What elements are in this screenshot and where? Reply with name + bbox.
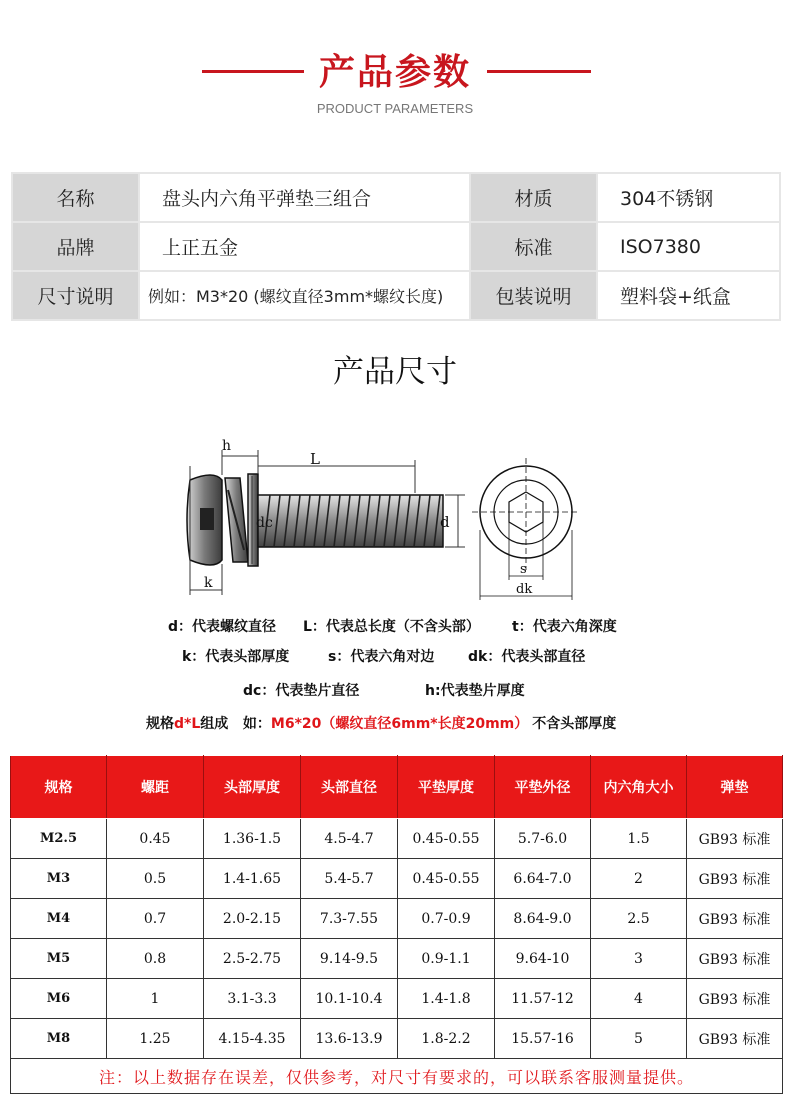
table-cell: M5 [11,939,107,979]
table-cell: 0.7-0.9 [398,899,495,939]
param-label: 标准 [470,222,597,271]
table-cell: 4.5-4.7 [301,819,398,859]
thread-shaft-icon [258,495,443,547]
table-cell: 0.45-0.55 [398,819,495,859]
param-value: 盘头内六角平弹垫三组合 [139,173,470,222]
label-k: k [204,575,213,591]
param-label: 品牌 [12,222,139,271]
table-cell: GB93 标准 [687,939,783,979]
param-label: 名称 [12,173,139,222]
table-row [11,899,783,939]
param-value: 上正五金 [139,222,470,271]
table-cell: 11.57-12 [495,979,591,1019]
note-row [11,1059,783,1094]
spec-example [146,713,616,733]
table-cell: GB93 标准 [687,819,783,859]
screw-end-view-icon [472,458,580,600]
page-title: 产品参数 [318,52,471,93]
param-value: 塑料袋+纸盒 [597,271,780,320]
legend-L: L：代表总长度（不含头部） [303,619,480,635]
table-cell: 5.7-6.0 [495,819,591,859]
table-cell: 0.7 [107,899,204,939]
legend-h: h:代表垫片厚度 [425,683,525,699]
example-text: 组成 如： [200,716,271,732]
table-cell: 0.45-0.55 [398,859,495,899]
example-highlight: M6*20（螺纹直径6mm*长度20mm） [270,716,529,732]
table-cell: 0.45 [107,819,204,859]
table-note: 注：以上数据存在误差，仅供参考，对尺寸有要求的，可以联系客服测量提供。 [11,1059,783,1094]
label-h: h [222,438,232,454]
table-cell: 1.4-1.8 [398,979,495,1019]
spec-header-row [11,756,783,819]
table-cell: 15.57-16 [495,1019,591,1059]
legend-dc: dc：代表垫片直径 [243,683,360,699]
table-cell: 1.4-1.65 [204,859,301,899]
table-cell: 9.14-9.5 [301,939,398,979]
table-cell: M3 [11,859,107,899]
legend-k: k：代表头部厚度 [182,649,290,665]
table-cell: 4 [591,979,687,1019]
params-row [12,271,780,320]
table-cell: GB93 标准 [687,859,783,899]
spec-header-cell: 规格 [11,756,107,819]
table-cell: 1.5 [591,819,687,859]
param-label: 材质 [470,173,597,222]
table-cell: 2 [591,859,687,899]
label-s: s [520,562,527,577]
table-cell: 1.36-1.5 [204,819,301,859]
spec-header-cell: 弹垫 [687,756,783,819]
params-row [12,222,780,271]
table-cell: 2.0-2.15 [204,899,301,939]
spec-table [10,755,783,1094]
table-cell: 3.1-3.3 [204,979,301,1019]
table-cell: GB93 标准 [687,899,783,939]
example-text: 不含头部厚度 [532,716,617,732]
label-dk: dk [516,582,533,597]
param-label: 尺寸说明 [12,271,139,320]
spec-header-cell: 头部厚度 [204,756,301,819]
spec-header-cell: 平垫外径 [495,756,591,819]
table-cell: 5 [591,1019,687,1059]
spec-header-cell: 头部直径 [301,756,398,819]
label-dc: dc [256,515,273,531]
table-cell: 1 [107,979,204,1019]
table-cell: 7.3-7.55 [301,899,398,939]
table-cell: 4.15-4.35 [204,1019,301,1059]
table-cell: GB93 标准 [687,979,783,1019]
table-row [11,859,783,899]
table-cell: M8 [11,1019,107,1059]
legend-dk: dk：代表头部直径 [468,649,586,665]
table-cell: 9.64-10 [495,939,591,979]
label-d: d [440,513,450,531]
table-cell: GB93 标准 [687,1019,783,1059]
label-L: L [310,450,320,468]
table-cell: 1.8-2.2 [398,1019,495,1059]
table-cell: 10.1-10.4 [301,979,398,1019]
table-row [11,1019,783,1059]
table-cell: 6.64-7.0 [495,859,591,899]
table-cell: 2.5 [591,899,687,939]
table-cell: 0.9-1.1 [398,939,495,979]
param-value: 例如：M3*20 (螺纹直径3mm*螺纹长度) [139,271,470,320]
table-cell: M2.5 [11,819,107,859]
table-cell: 2.5-2.75 [204,939,301,979]
screw-diagram [170,430,620,605]
table-cell: 1.25 [107,1019,204,1059]
param-value: ISO7380 [597,222,780,271]
table-cell: 13.6-13.9 [301,1019,398,1059]
page-subtitle: PRODUCT PARAMETERS [316,101,474,116]
screw-head-icon [187,475,222,565]
table-row [11,939,783,979]
table-cell: 0.5 [107,859,204,899]
param-value: 304不锈钢 [597,173,780,222]
example-text: 规格 [146,716,174,732]
table-row [11,979,783,1019]
table-cell: 8.64-9.0 [495,899,591,939]
param-label: 包装说明 [470,271,597,320]
table-row [11,819,783,859]
spec-header-cell: 螺距 [107,756,204,819]
params-row [12,173,780,222]
params-table [11,172,781,321]
legend-d: d：代表螺纹直径 [168,619,277,635]
dimension-title: 产品尺寸 [333,354,457,390]
example-highlight: d*L [174,716,201,732]
spec-header-cell: 平垫厚度 [398,756,495,819]
legend-t: t：代表六角深度 [512,619,617,635]
table-cell: M6 [11,979,107,1019]
spec-header-cell: 内六角大小 [591,756,687,819]
table-cell: M4 [11,899,107,939]
table-cell: 5.4-5.7 [301,859,398,899]
table-cell: 3 [591,939,687,979]
table-cell: 0.8 [107,939,204,979]
legend-s: s：代表六角对边 [328,649,435,665]
